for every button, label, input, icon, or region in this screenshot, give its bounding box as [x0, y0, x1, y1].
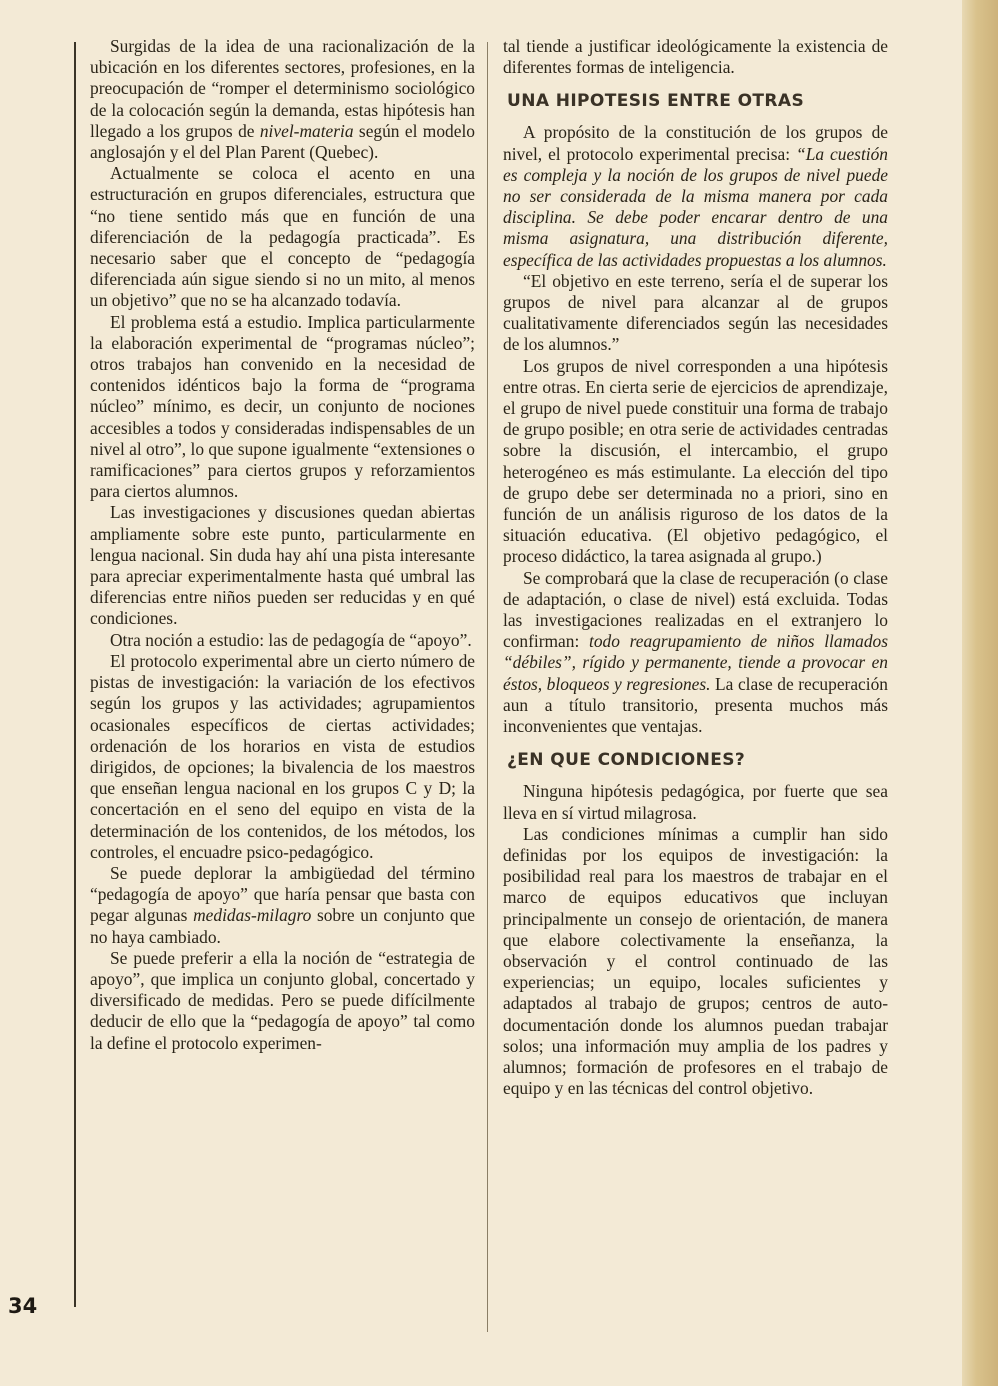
paragraph: Otra noción a estudio: las de pedagogía de “apoyo”. [110, 629, 472, 650]
paragraph: Las condiciones mínimas a cumplir han sido definidas por los equipos de investigación: la posibilidad real para los maestros de trabajar en el marco de equipos educativos que incluyan principalmente un consejo de orientación, de manera que elabore colectivamente la enseñanza, la observación y el control continuado de las experiencias; un equipo, locales suficientes y adaptados al trabajo de grupos; centros de auto-documentación donde los alumnos puedan trabajar solos; una información muy amplia de los padres y alumnos; formación de profesores en el trabajo de equipo y en las técnicas del control objetivo. [503, 823, 888, 1099]
column-divider [487, 42, 488, 1332]
paragraph-continued: tal tiende a justificar ideológicamente la existencia de diferentes formas de inteligencia. [503, 36, 888, 78]
page-edge [962, 0, 998, 1386]
paragraph: El problema está a estudio. Implica particularmente la elaboración experimental de “programas núcleo”; otros trabajos han convenido en la necesidad de contenidos idénticos bajo la forma de “programa núcleo” mínimo, es decir, un conjunto de nociones accesibles a todos y consideradas indispensables de un nivel al otro”, lo que supone igualmente “extensiones o ramificaciones” para ciertos grupos y reforzamientos para ciertos alumnos. [90, 311, 475, 502]
paragraph: Se puede preferir a ella la noción de “estrategia de apoyo”, que implica un conjunto global, concertado y diversificado de medidas. Pero se puede difícilmente deducir de ello que la “pedagogía de apoyo” tal como la define el protocolo experimen- [90, 947, 475, 1053]
paragraph: “El objetivo en este terreno, sería el de superar los grupos de nivel para alcanzar al de grupos cualitativamente diferenciados según las necesidades de los alumnos.” [503, 270, 888, 355]
page-number: 34 [8, 1294, 38, 1318]
left-column [90, 36, 475, 1054]
paragraph: Se puede deplorar la ambigüedad del término “pedagogía de apoyo” que haría pensar que basta con pegar algunas medidas-milagro sobre un conjunto que no haya cambiado. [90, 862, 475, 947]
paragraph: A propósito de la constitución de los grupos de nivel, el protocolo experimental precisa: “La cuestión es compleja y la noción de los grupos de nivel puede no ser considerada de la misma manera por cada disciplina. Se debe poder encarar dentro de una misma asignatura, una distribución diferente, específica de las actividades propuestas a los alumnos. [503, 122, 888, 270]
section-heading: ¿EN QUE CONDICIONES? [507, 750, 746, 771]
paragraph: Surgidas de la idea de una racionalización de la ubicación en los diferentes sectores, profesiones, en la preocupación de “romper el determinismo sociológico de la colocación según la demanda, estas hipótesis han llegado a los grupos de nivel-materia según el modelo anglosajón y el del Plan Parent (Quebec). [90, 36, 475, 163]
section-heading: UNA HIPOTESIS ENTRE OTRAS [507, 91, 805, 112]
paragraph: Actualmente se coloca el acento en una estructuración en grupos diferenciales, estructura que “no tiene sentido más que en función de una diferenciación de la pedagogía practicada”. Es necesario saber que el concepto de “pedagogía diferenciada aún sigue siendo si no un mito, al menos un objetivo” que no se ha alcanzado todavía. [90, 163, 475, 311]
paragraph: Se comprobará que la clase de recuperación (o clase de adaptación, o clase de nivel) está excluida. Todas las investigaciones realizadas en el extranjero lo confirman: todo reagrupamiento de niños llamados “débiles”, rígido y permanente, tiende a provocar en éstos, bloqueos y regresiones. La clase de recuperación aun a título transitorio, presenta muchos más inconvenientes que ventajas. [503, 567, 888, 737]
paragraph: Los grupos de nivel corresponden a una hipótesis entre otras. En cierta serie de ejercicios de aprendizaje, el grupo de nivel puede constituir una forma de trabajo de grupo posible; en otra serie de actividades centradas sobre la discusión, el intercambio, el grupo heterogéneo es más estimulante. La elección del tipo de grupo debe ser determinada no a priori, sino en función de un análisis riguroso de los datos de la situación educativa. (El objetivo pedagógico, el proceso didáctico, la tarea asignada al grupo.) [503, 355, 888, 567]
paragraph: Las investigaciones y discusiones quedan abiertas ampliamente sobre este punto, particularmente en lengua nacional. Sin duda hay ahí una pista interesante para apreciar experimentalmente hasta qué umbral las diferencias entre niños pueden ser reducidas y en qué condiciones. [90, 502, 475, 629]
paragraph: El protocolo experimental abre un cierto número de pistas de investigación: la variación de los efectivos según los grupos y las actividades; agrupamientos ocasionales específicos de ciertas actividades; ordenación de los horarios en vista de estudios dirigidos, de opciones; la bivalencia de los maestros que enseñan lengua nacional en los grupos C y D; la concertación en el seno del equipo en vista de la determinación de los contenidos, de los métodos, los controles, el encuadre psico-pedagógico. [90, 650, 475, 862]
paragraph: Ninguna hipótesis pedagógica, por fuerte que sea lleva en sí virtud milagrosa. [503, 781, 888, 823]
right-column [503, 36, 888, 1099]
left-margin-rule [74, 42, 76, 1307]
